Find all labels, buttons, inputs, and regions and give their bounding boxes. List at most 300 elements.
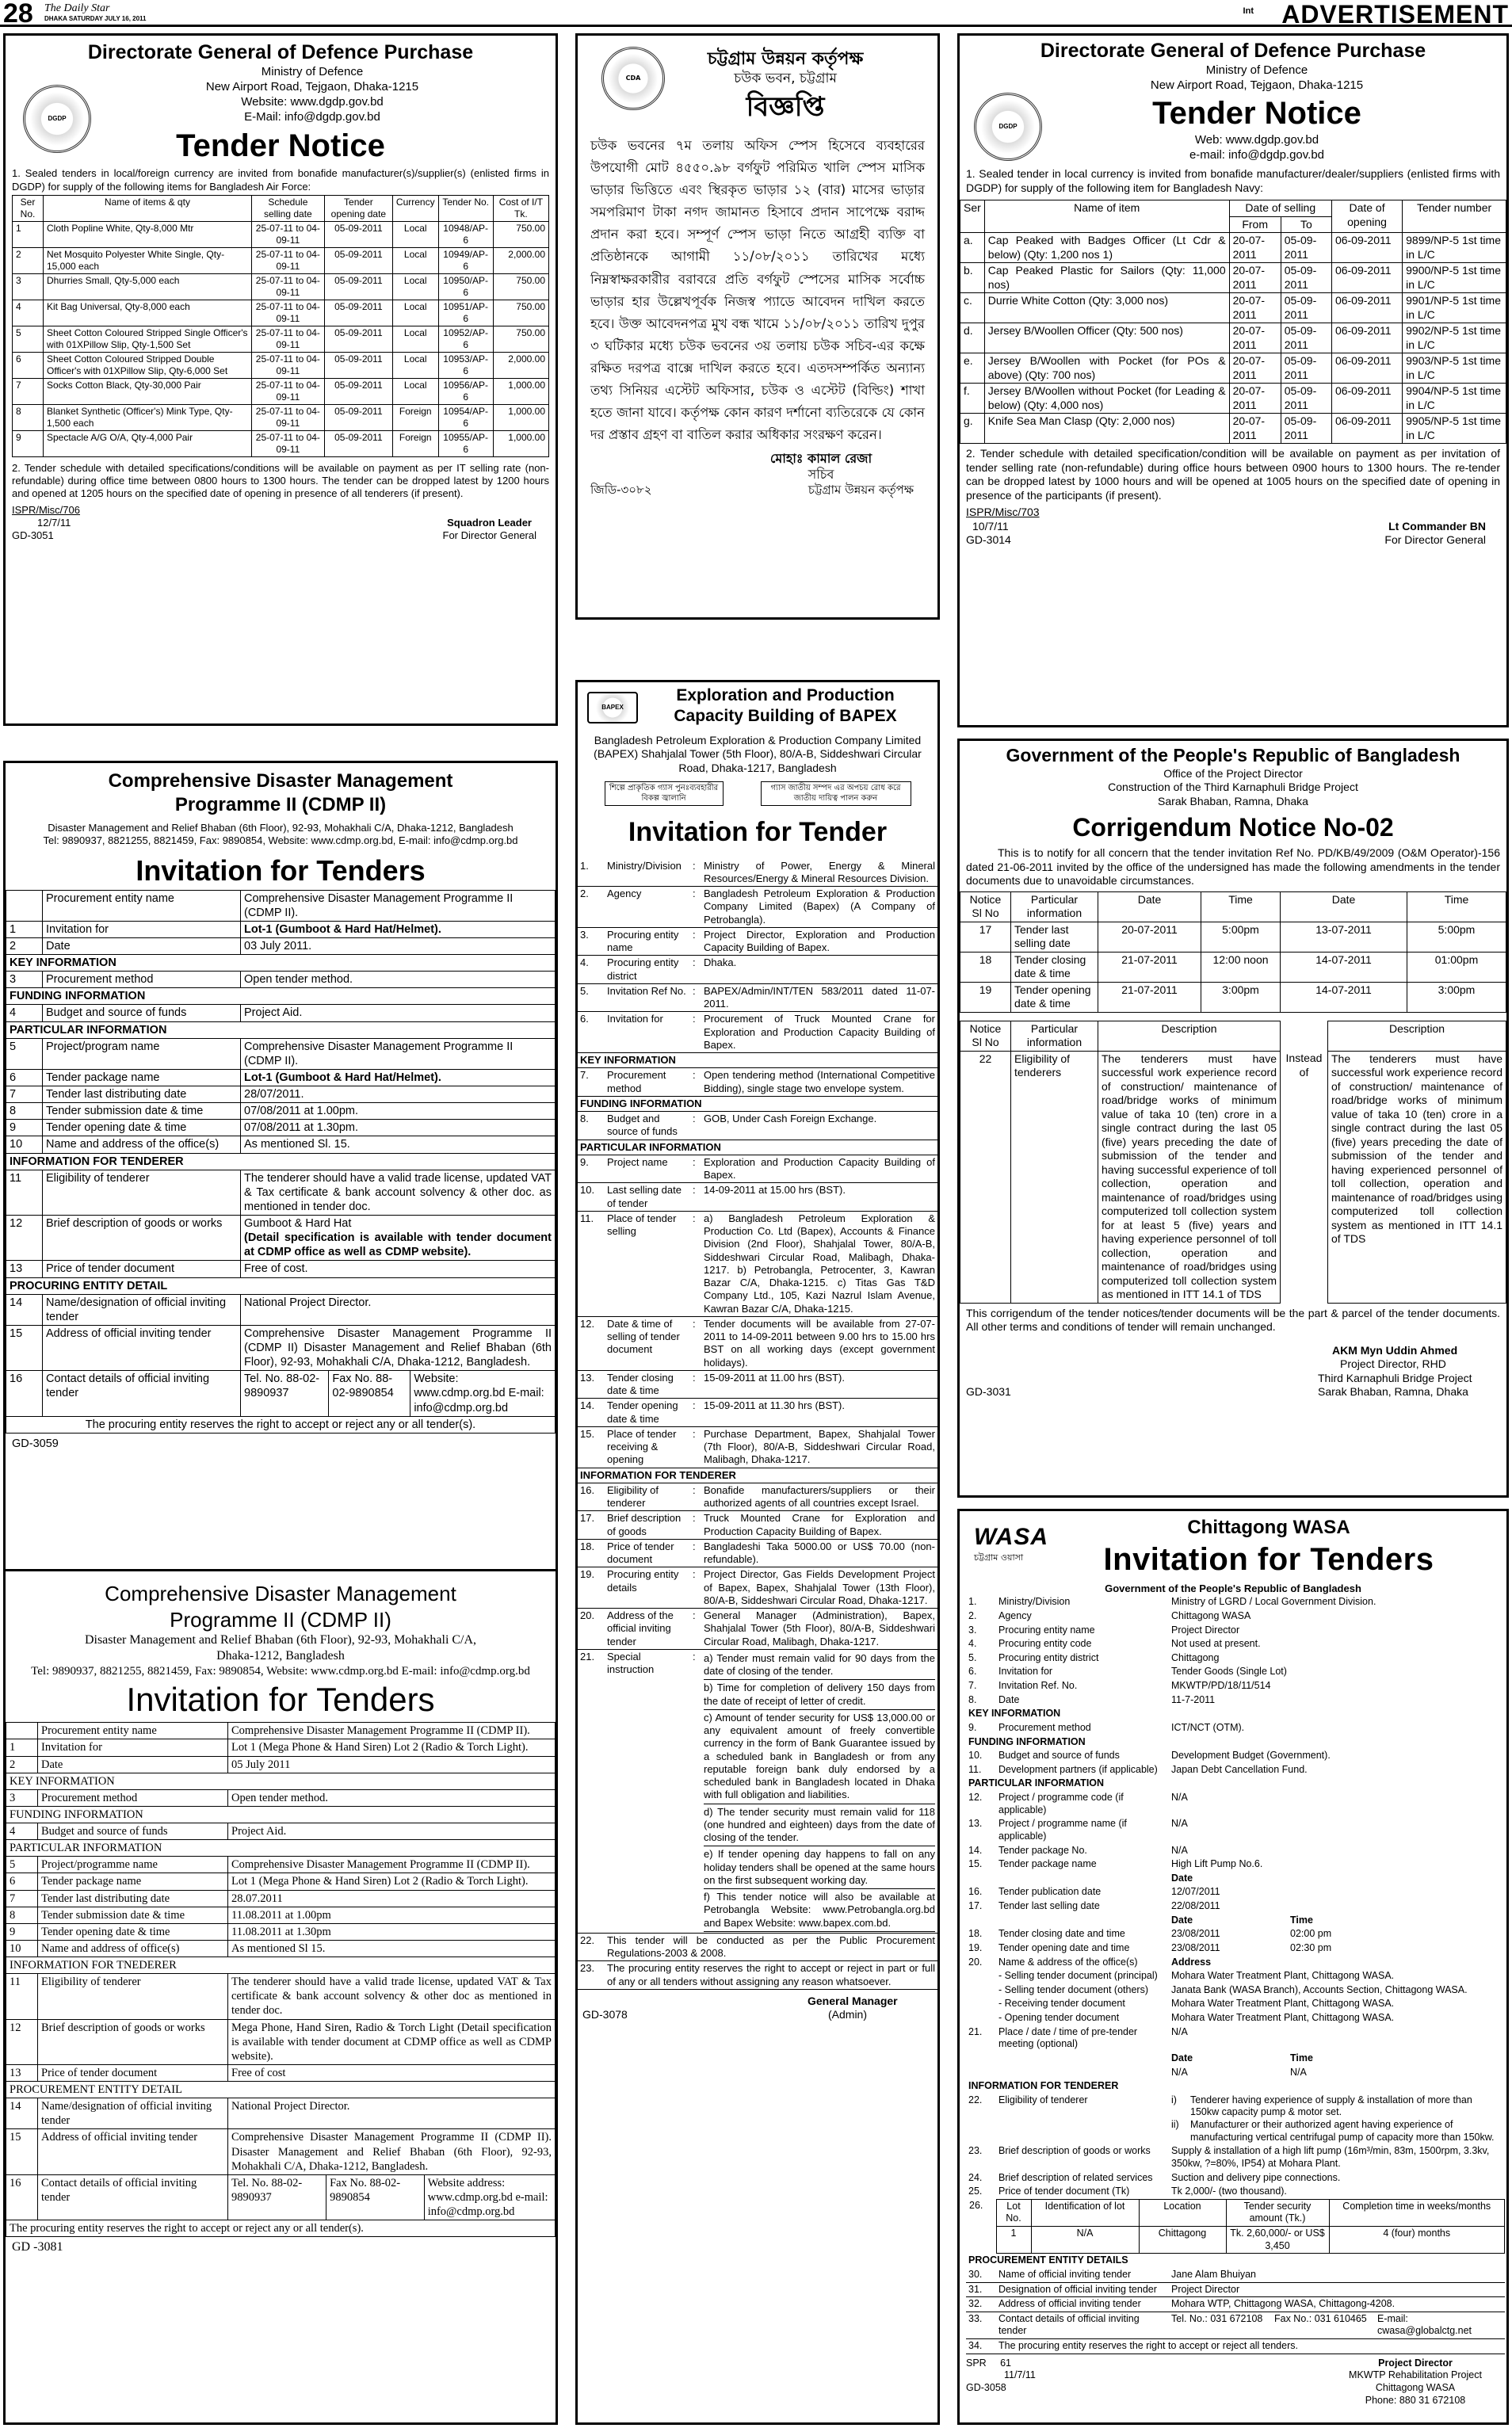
- table-row: [578, 927, 937, 956]
- table-cell: 1: [996, 2227, 1031, 2254]
- table-cell: 20-07-2011: [1229, 263, 1281, 293]
- row-value: 28.07.2011: [228, 1890, 556, 1907]
- dgdp-logo-icon: DGDP: [974, 93, 1042, 161]
- col-header: Notice Sl No: [960, 891, 1011, 922]
- table-row: [966, 1927, 1505, 1941]
- table-cell: 06-09-2011: [1331, 293, 1402, 323]
- col-header: Date of selling: [1229, 200, 1331, 217]
- instruction-item: e) If tender opening day happens to fall on any holiday tenders shall be opened at the same hours on the first subsequent working day.: [704, 1846, 935, 1889]
- row-colon: :: [693, 1568, 696, 1581]
- table-cell: Net Mosquito Polyester White Single, Qty-15,000 each: [44, 247, 252, 273]
- row-label: Procuring entity details: [607, 1568, 679, 1594]
- row-label: Eligibility of tenderer: [43, 1170, 241, 1215]
- table-row: [13, 273, 549, 300]
- row-label: Place of tender selling: [607, 1212, 677, 1237]
- table-row: [960, 922, 1506, 952]
- ad-signatory: মোহাঃ কামাল রেজা: [769, 450, 872, 466]
- ad-code: GD-3031: [966, 1385, 1011, 1399]
- table-row: [966, 1791, 1505, 1817]
- row-label: Invitation Ref No.: [607, 984, 686, 997]
- table-cell: 20-07-2011: [1229, 414, 1281, 444]
- table-row: [578, 1483, 937, 1511]
- row-label: Tender closing date & time: [607, 1371, 674, 1396]
- col-header: Time: [1201, 891, 1281, 922]
- table-cell: 25-07-11 to 04-09-11: [251, 247, 324, 273]
- row-value: Lot 1 (Mega Phone & Hand Siren) Lot 2 (Radio & Torch Light).: [228, 1873, 556, 1890]
- col-header: Ser No.: [13, 195, 44, 221]
- bapex-logo-icon: BAPEX: [587, 692, 638, 723]
- row-value: Development Budget (Government).: [1171, 1750, 1331, 1762]
- ad-code: জিডি-৩০৮২: [590, 482, 652, 497]
- ad-subtitle: চউক ভবন, চট্টগ্রাম: [734, 70, 837, 86]
- row-number: 22.: [968, 2094, 983, 2105]
- ad-code: GD -3081: [12, 2240, 63, 2254]
- table-cell: 10951/AP-6: [438, 300, 493, 326]
- table-row: [966, 1941, 1505, 1956]
- ad-title: Directorate General of Defence Purchase: [1040, 40, 1426, 62]
- row-label: Price of tender document: [607, 1540, 674, 1565]
- section-header: PARTICULAR INFORMATION: [6, 1021, 556, 1038]
- table-row: [966, 1595, 1505, 1609]
- row-label: Tender opening date & time: [43, 1120, 241, 1136]
- row-value: Bangladeshi Taka 5000.00 or US$ 70.00 (non-refundable).: [704, 1540, 935, 1565]
- row-value: Project Director: [1171, 1624, 1240, 1636]
- ad-contact: Tel: 9890937, 8821255, 8821459, Fax: 9890854, Website: www.cdmp.org.bd E-mail: info@cdmp.org.bd: [31, 1665, 530, 1678]
- contact-tel: Tel. No. 88-02-9890937: [241, 1371, 329, 1415]
- col-header: Currency: [392, 195, 438, 221]
- table-row: [13, 221, 549, 247]
- row-label: Procurement method: [43, 972, 241, 988]
- row-label: Eligibility of tenderer: [38, 1974, 228, 2019]
- col-header: Time: [1407, 891, 1506, 922]
- ad-title: Chittagong WASA: [1187, 1517, 1350, 1538]
- item-text: Manufacturer or their authorized agent having experience of manufacturing vertical centrifugal pump of capacity more than 150kw.: [1190, 2119, 1495, 2143]
- row-value: Free of cost.: [241, 1261, 556, 1277]
- row-value: Comprehensive Disaster Management Programme II (CDMP II).: [241, 1038, 556, 1069]
- table-cell: 01:00pm: [1407, 952, 1506, 982]
- ad-code-row: [578, 483, 937, 498]
- row-value: The tenderer should have a valid trade license, updated VAT & Tax certificate & bank account solvency & other doc. as mentioned in tender doc.: [241, 1170, 556, 1215]
- table-cell: 9903/NP-5 1st time in L/C: [1403, 353, 1506, 384]
- ad-government: Government of the People's Republic of Bangladesh: [1105, 1582, 1361, 1594]
- table-row: [966, 1763, 1505, 1777]
- row-label: Special instruction: [607, 1650, 655, 1675]
- row-value: Chittagong: [1171, 1651, 1220, 1663]
- col-header: Particular information: [1011, 891, 1098, 922]
- row-label: Last selling date of tender: [607, 1184, 682, 1209]
- ad-heading: বিজ্ঞপ্তি: [746, 90, 825, 123]
- row-value: Japan Debt Cancellation Fund.: [1171, 1763, 1308, 1775]
- row-label: Tender package No.: [998, 1844, 1087, 1856]
- table-cell: 9904/NP-5 1st time in L/C: [1403, 384, 1506, 414]
- table-cell: 750.00: [493, 273, 548, 300]
- row-number: 14.: [968, 1844, 983, 1856]
- table-cell: Local: [392, 352, 438, 378]
- eligibility-item: [1171, 2119, 1502, 2144]
- col-header: Description: [1328, 1021, 1506, 1051]
- ad-line: New Airport Road, Tejgaon, Dhaka-1215: [1150, 78, 1364, 92]
- table-row: [13, 352, 549, 378]
- table-cell: 5: [13, 326, 44, 352]
- table-row: [960, 263, 1506, 293]
- table-cell: 05-09-2011: [1281, 414, 1331, 444]
- col-header: Location: [1139, 2199, 1226, 2226]
- ad-date: 12/7/11: [37, 516, 71, 529]
- row-colon: :: [693, 1650, 696, 1663]
- ad-line: Sarak Bhaban, Ramna, Dhaka: [1158, 794, 1308, 807]
- row-number: 2.: [968, 1609, 977, 1621]
- row-value: N/A: [1171, 1818, 1188, 1830]
- table-cell: 9899/NP-5 1st time in L/C: [1403, 233, 1506, 263]
- row-label: Tender package name: [998, 1858, 1097, 1870]
- row-label: Procurement method: [998, 1721, 1091, 1733]
- ad-heading: Tender Notice: [1152, 95, 1361, 131]
- row-number: 5.: [580, 984, 589, 997]
- spr-label: SPR: [966, 2357, 987, 2369]
- table-cell: c.: [960, 293, 985, 323]
- row-number: 23.: [580, 1962, 595, 1975]
- table-cell: Tender closing date & time: [1011, 952, 1098, 982]
- table-cell: 2,000.00: [493, 247, 548, 273]
- row-value: Jane Alam Bhuiyan: [1171, 2268, 1257, 2280]
- table-row: [960, 353, 1506, 384]
- row-number: 23.: [968, 2145, 983, 2157]
- table-row: [578, 887, 937, 928]
- dgdp-logo-icon: DGDP: [23, 85, 91, 153]
- ad-heading: Invitation for Tenders: [136, 853, 426, 887]
- row-value: As mentioned Sl. 15.: [241, 1136, 556, 1153]
- row-label: Designation of official inviting tender: [998, 2283, 1157, 2295]
- row-value: Supply & installation of a high lift pump (16m³/min, 83m, 1500rpm, 3.3kv, 350kw, ?=80%, IP54) at Mohara Plant.: [1171, 2145, 1490, 2169]
- row-value: As mentioned Sl 15.: [228, 1940, 556, 1957]
- table-cell: Sheet Cotton Coloured Stripped Single Officer's with 01XPillow Slip, Qty-1,500 Set: [44, 326, 252, 352]
- table-row: [960, 233, 1506, 263]
- row-colon: :: [693, 1212, 696, 1224]
- table-cell: 25-07-11 to 04-09-11: [251, 326, 324, 352]
- table-cell: 10953/AP-6: [438, 352, 493, 378]
- row-label: Budget and source of funds: [607, 1113, 678, 1138]
- section-row: [578, 1096, 937, 1111]
- table-cell: Local: [392, 273, 438, 300]
- ad-footer-row: [578, 1990, 937, 2022]
- contact-fax: Fax No. 88-02-9890854: [329, 1371, 410, 1415]
- instruction-item: c) Amount of tender security for US$ 13,000.00 or any equivalent amount of freely convertible currency in the form of Bank Guarantee issued by a scheduled bank in Bangladesh or from any reputable foreign bank duly endorsed by a scheduled bank in Bangladesh located in Dhaka with full obligation and liabilities.: [704, 1710, 935, 1804]
- col-header: Schedule selling date: [251, 195, 324, 221]
- row-value: BAPEX/Admin/INT/TEN 583/2011 dated 11-07-2011.: [704, 984, 935, 1010]
- table-row: [578, 1511, 937, 1540]
- row-label: Price of tender document: [38, 2064, 228, 2081]
- row-number: 24.: [968, 2171, 983, 2183]
- table-cell: Blanket Synthetic (Officer's) Mink Type, Qty-1,500 each: [44, 404, 252, 430]
- ad-code: GD-3059: [12, 1437, 59, 1450]
- table-cell: 06-09-2011: [1331, 263, 1402, 293]
- table-cell: 25-07-11 to 04-09-11: [251, 430, 324, 456]
- row-value: Mohara Water Treatment Plant, Chittagong WASA.: [1171, 1970, 1395, 1982]
- row-number: 16.: [968, 1886, 983, 1898]
- table-cell: 05-09-2011: [1281, 384, 1331, 414]
- row-number: 8.: [580, 1113, 589, 1124]
- table-cell: 10956/AP-6: [438, 378, 493, 404]
- ad-ref: ISPR/Misc/703: [966, 506, 1040, 519]
- table-cell: Local: [392, 221, 438, 247]
- row-value: 28/07/2011.: [241, 1086, 556, 1103]
- table-row: [578, 1933, 937, 1961]
- table-cell: Local: [392, 300, 438, 326]
- table-cell: Tk. 2,60,000/- or US$ 3,450: [1226, 2227, 1329, 2254]
- row-label: Procuring entity district: [998, 1651, 1099, 1663]
- table-cell: Cap Peaked with Badges Officer (Lt Cdr & below) (Qty: 1,200 nos 1): [984, 233, 1229, 263]
- row-number: 4.: [580, 956, 589, 969]
- row-number: 3.: [968, 1624, 977, 1636]
- ad-dgdp-airforce: [3, 33, 558, 726]
- row-value: Suction and delivery pipe connections.: [1171, 2171, 1341, 2183]
- sub-header: [1288, 1872, 1505, 1886]
- ad-heading: Invitation for Tender: [628, 817, 888, 847]
- row-value: Mohara WTP, Chittagong WASA, Chittagong-4208.: [1171, 2298, 1396, 2310]
- row-value: N/A: [1171, 2025, 1188, 2037]
- row-value: Mega Phone, Hand Siren, Radio & Torch Light (Detail specification is available with tender document at CDMP office as well as CDMP website).: [228, 2019, 556, 2064]
- row-label: Contact details of official inviting tender: [998, 2312, 1140, 2337]
- row-value: Project Aid.: [228, 1823, 556, 1840]
- table-row: [578, 983, 937, 1012]
- row-number: 17.: [968, 1900, 983, 1911]
- table-row: [578, 1567, 937, 1609]
- ad-line: Construction of the Third Karnaphuli Bridge Project: [1108, 781, 1358, 794]
- row-value-detail: (Detail specification is available with tender document at CDMP office as well as CDMP website).: [244, 1231, 552, 1259]
- row-number: 30.: [968, 2268, 983, 2280]
- table-row: [13, 430, 549, 456]
- row-number: 19.: [968, 1941, 983, 1953]
- table-cell: 9905/NP-5 1st time in L/C: [1403, 414, 1506, 444]
- table-cell: e.: [960, 353, 985, 384]
- item-text: Tenderer having experience of supply & installation of more than 150kw capacity pump & motor set.: [1190, 2094, 1472, 2118]
- corrigendum-desc-table: [960, 1021, 1506, 1304]
- row-value: 14-09-2011 at 15.00 hrs (BST).: [704, 1184, 846, 1197]
- row-value: Tender documents will be available from 27-07-2011 to 14-09-2011 between 9.00 hrs to 15.00 hrs BST on all working days (except government holidays).: [704, 1317, 935, 1369]
- row-label: Eligibility of tenderers: [1011, 1051, 1098, 1303]
- table-cell: Jersey B/Woollen with Pocket (for POs & above) (Qty: 700 nos): [984, 353, 1229, 384]
- row-value: GOB, Under Cash Foreign Exchange.: [704, 1113, 877, 1124]
- row-value: Free of cost: [228, 2064, 556, 2081]
- section-header: PARTICULAR INFORMATION: [968, 1777, 1105, 1789]
- table-row: [966, 1665, 1505, 1679]
- instruction-item: b) Time for completion of delivery 150 days from the date of receipt of letter of credit.: [704, 1680, 935, 1710]
- row-number: 5.: [968, 1651, 977, 1663]
- row-value: Bonafide manufacturers/suppliers or their authorized agents of all countries except Israel.: [704, 1483, 935, 1509]
- table-row: [966, 2171, 1505, 2186]
- row-value: ICT/NCT (OTM).: [1171, 1721, 1245, 1733]
- row-value: N/A: [1171, 1792, 1188, 1803]
- row-label: Agency: [607, 888, 642, 899]
- table-cell: 05-09-2011: [324, 352, 392, 378]
- row-value: Chittagong WASA: [1171, 1609, 1251, 1621]
- ad-note: 2. Tender schedule with detailed specification/condition will be available on payment as per invitation of tender selling rate (non-refundable) during office hours between 0900 hours to 1300 hours. The re-tender can be dropped latest by 1000 hours and will be opened at 1005 hours on the specified date of opening in presence of the participants (if present).: [966, 447, 1500, 502]
- row-time: N/A: [1290, 2066, 1307, 2078]
- row-label: Name & address of the office(s): [998, 1956, 1138, 1968]
- section-header: PARTICULAR INFORMATION: [6, 1840, 556, 1857]
- table-cell: Sheet Cotton Coloured Stripped Double Officer's with 01XPillow Slip, Qty-6,000 Set: [44, 352, 252, 378]
- ad-date: 10/7/11: [972, 519, 1009, 533]
- table-row: [960, 384, 1506, 414]
- table-cell: Jersey B/Woollen Officer (Qty: 500 nos): [984, 323, 1229, 353]
- table-row: [578, 1539, 937, 1567]
- sub-header: Time: [1290, 2052, 1313, 2063]
- blank: [996, 2052, 1169, 2066]
- contact-web: Website: www.cdmp.org.bd E-mail: info@cdmp.org.bd: [414, 1372, 544, 1414]
- table-row: [966, 1857, 1505, 1872]
- lot-table: [966, 2199, 1505, 2254]
- ad-line: Office of the Project Director: [1163, 766, 1303, 780]
- row-label: Place of tender receiving & opening: [607, 1427, 677, 1466]
- slogans: [578, 778, 937, 809]
- table-cell: 20-07-2011: [1229, 293, 1281, 323]
- table-cell: 5:00pm: [1407, 922, 1506, 952]
- row-value: The procuring entity reserves the right to accept or reject in part or full of any or all tenders without assigning any reason whatsoever.: [607, 1962, 935, 1987]
- ad-dgdp-navy: [957, 33, 1509, 727]
- row-number: 2.: [580, 888, 589, 899]
- row-value: Procurement of Truck Mounted Crane for Exploration and Production Capacity Building of Bapex.: [704, 1013, 935, 1051]
- row-label: Tender opening date and time: [998, 1941, 1130, 1953]
- table-cell: 20-07-2011: [1229, 233, 1281, 263]
- ad-title: Programme II (CDMP II): [174, 794, 387, 815]
- row-colon: :: [693, 1317, 696, 1330]
- row-number: 15.: [968, 1858, 983, 1870]
- row-label: Tender package name: [43, 1069, 241, 1086]
- sub-header: Time: [1290, 1914, 1313, 1926]
- contact-fax: Fax No. 88-02-9890854: [326, 2175, 425, 2220]
- col-header: Date of opening: [1331, 200, 1402, 233]
- ad-cdmp-lot1: [3, 761, 558, 1582]
- row-label: - Receiving tender document: [998, 1998, 1125, 2010]
- table-cell: 25-07-11 to 04-09-11: [251, 404, 324, 430]
- ad-karnaphuli-corrigendum: [957, 739, 1509, 1498]
- row-colon: :: [693, 1069, 696, 1082]
- items-table: [12, 195, 549, 457]
- cda-logo-icon: CDA: [601, 47, 665, 110]
- contact-email: E-mail: cwasa@globalctg.net: [1377, 2312, 1472, 2337]
- ad-body: চউক ভবনের ৭ম তলায় অফিস স্পেস হিসেবে ব্যবহারের উপযোগী মোট ৪৫৫০.৯৮ বর্গফুট পরিমিত খালি স্পেস মাসিক ভাড়ার ভিত্তিতে এবং স্থিরকৃত ভাড়ার ১২ (বার) মাসের ভাড়ার সমপরিমাণ টাকা নগদ জামানত হিসাবে প্রদান সাপেক্ষে বরাদ্দ প্রদান করা হবে। সম্পূর্ণ স্পেস ভাড়া নিতে আগ্রহী ব্যক্তি বা প্রতিষ্ঠানকে আগামী ১১/০৮/২০১১ তারিখের মধ্যে নিম্নস্বাক্ষরকারীর বরাবরে প্রতি বর্গফুট স্পেসের মাসিক সর্বোচ্চ ভাড়ার হার উল্লেখপূর্বক নিজস্ব প্যাডে আবেদন দাখিল করতে হবে। উক্ত আবেদনপত্র মুখ বন্ধ খামে ১১/০৮/২০১১ তারিখ দুপুর ৩ ঘটিকার মধ্যে চউক ভবনের ৩য় তলায় চউক সচিব-এর কক্ষে রক্ষিত দরপত্র বাক্সে দাখিল করতে হবে। এতদসম্পর্কিত অন্যান্য তথ্য সিনিয়র এস্টেট অফিসার, চউক ও এস্টেট (বিল্ডিং) শাখা হতে জানা যাবে। কর্তৃপক্ষ কোন কারণ দর্শানো ব্যতিরেকে যে কোন দর প্রস্তাব গ্রহণ বা বাতিল করার অধিকার সংরক্ষণ করেন।: [590, 138, 925, 442]
- table-cell: 06-09-2011: [1331, 353, 1402, 384]
- table-cell: 05-09-2011: [324, 326, 392, 352]
- table-row: [966, 1997, 1505, 2011]
- row-number: 22.: [580, 1934, 595, 1946]
- table-row: [966, 1885, 1505, 1899]
- table-cell: 05-09-2011: [324, 378, 392, 404]
- ad-signatory-title: Project Director, RHD: [1340, 1357, 1446, 1371]
- table-row: [966, 2282, 1505, 2297]
- row-value: Gumboot & Hard Hat: [244, 1217, 352, 1230]
- row-label: Tender package name: [38, 1873, 228, 1890]
- ad-title: Comprehensive Disaster Management: [108, 770, 453, 792]
- row-label: Procurement entity name: [38, 1723, 228, 1739]
- section-row: [966, 2254, 1505, 2268]
- table-row: [578, 1649, 937, 1933]
- section-header: INFORMATION FOR TNEDERER: [6, 1957, 556, 1974]
- row-label: Brief description of goods or works: [998, 2145, 1151, 2157]
- table-cell: 21-07-2011: [1098, 982, 1201, 1012]
- ad-website: Web: www.dgdp.gov.bd: [1194, 132, 1319, 147]
- row-colon: :: [693, 928, 696, 941]
- table-cell: 20-07-2011: [1229, 384, 1281, 414]
- section-header: PROCURING ENTITY DETAIL: [6, 1277, 556, 1294]
- table-cell: 05-09-2011: [1281, 263, 1331, 293]
- section-header: KEY INFORMATION: [6, 1773, 556, 1789]
- table-cell: 7: [13, 378, 44, 404]
- table-cell: 10950/AP-6: [438, 273, 493, 300]
- row-colon: :: [693, 1184, 696, 1197]
- table-row: [578, 1012, 937, 1053]
- ad-heading: Invitation for Tenders: [1103, 1542, 1434, 1577]
- row-label: Name/designation of official inviting tender: [43, 1294, 241, 1325]
- row-label: Tender opening date & time: [607, 1399, 678, 1425]
- item-index: i): [1171, 2094, 1177, 2105]
- table-cell: 25-07-11 to 04-09-11: [251, 352, 324, 378]
- table-row: [578, 1155, 937, 1183]
- ad-organization: চট্টগ্রাম উন্নয়ন কর্তৃপক্ষ: [808, 482, 914, 497]
- table-cell: 06-09-2011: [1331, 384, 1402, 414]
- row-label: Price of tender document: [43, 1261, 241, 1277]
- table-cell: 10949/AP-6: [438, 247, 493, 273]
- tender-table: Procurement entity name Comprehensive Disaster Management Programme II (CDMP II). 1 Invitation for Lot-1 (Gumboot & Hard Hat/Helmet). 2 Date 03 July 2011. KEY INFORMATION 3 Procurement method Open tender method. FUNDING INFORMATION 4 Budget and source of funds Project Aid. PARTICULAR INFORMATION 5 Project/program name Comprehensive Disaster Management Programme II (CDMP II). 6 Tender package name Lot-1 (Gumboot & Hard Hat/Helmet). 7 Tender last distributing date 28/07/2011. 8 Tender submission date & time 07/08/2011 at 1.00pm. 9 Tender opening date & time 07/08/2011 at 1.30pm. 10 Name and address of the office(s) As mentioned Sl. 15. INFORMATION FOR TENDERER 11 Eligibility of tenderer The tenderer should have a valid trade license, updated VAT & Tax certificate & bank account solvency & other doc. as mentioned in tender doc. 12 Brief description of goods or works Gumboot & Hard Hat (Detail specification is available with tender document at CDMP office as well as CDMP website). 13 Price of tender document Free of cost. PROCURING ENTITY DETAIL 14 Name/designation of official inviting tender National Project Director. 15 Address of official inviting tender Comprehensive Disaster Management Programme II (CDMP II) Disaster Management and Relief Bhaban (6th Floor), 92-93, Mohakhali C/A, Dhaka-1212, Bangladesh. 16 Contact details of official inviting tender Tel. No. 88-02-9890937 Fax No. 88-02-9890854 Website: www.cdmp.org.bd E-mail: info@cdmp.org.bd The procuring entity reserves the right to accept or reject any or all tender(s).: [6, 890, 556, 1434]
- row-label: Project/programme name: [38, 1857, 228, 1873]
- row-label: Procuring entity code: [998, 1638, 1092, 1650]
- ad-heading: Invitation for Tenders: [126, 1680, 435, 1718]
- row-label: Budget and source of funds: [38, 1823, 228, 1840]
- row-value: Comprehensive Disaster Management Programme II (CDMP II). Disaster Management and Relief Bhaban (6th Floor), 92-93, Mohakhali C/A, Dhaka-1212, Bangladesh.: [228, 2129, 556, 2174]
- row-value: Comprehensive Disaster Management Programme II (CDMP II).: [241, 890, 556, 921]
- new-description: The tenderers must have successful work experience record of construction/ maintenance of road/bridge works of minimum value of taka 10 (ten) crore in a single contract during the last 05 (five) years preceding the date of submission of the tender and having successful experience of toll collection, operation and maintenance of road/bridges using computerized toll collection system for at least 5 (five) years and having experience personnel of toll collection, operation and maintenance of road/bridges using computerized toll collection system as mentioned in ITT 14.1 of TDS: [1098, 1051, 1281, 1303]
- table-cell: 05-09-2011: [324, 300, 392, 326]
- ad-signatory-phone: Phone: 880 31 672108: [1365, 2394, 1466, 2406]
- section-row: [578, 1140, 937, 1155]
- row-time: 02:00 pm: [1290, 1928, 1332, 1940]
- table-row: [960, 293, 1506, 323]
- row-label: Invitation for: [607, 1013, 663, 1025]
- table-cell: 3:00pm: [1201, 982, 1281, 1012]
- eligibility-item: [1171, 2094, 1502, 2119]
- row-number: 12.: [968, 1792, 983, 1803]
- row-value: 07/08/2011 at 1.00pm.: [241, 1103, 556, 1120]
- table-cell: 05-09-2011: [324, 404, 392, 430]
- table-cell: 2,000.00: [493, 352, 548, 378]
- row-value: Mohara Water Treatment Plant, Chittagong WASA.: [1171, 1998, 1395, 2010]
- table-cell: Kit Bag Universal, Qty-8,000 each: [44, 300, 252, 326]
- row-value: Comprehensive Disaster Management Programme II (CDMP II) Disaster Management and Relief Bhaban (6th Floor), 92-93, Mohakhali C/A, Dhaka-1212, Bangladesh.: [241, 1325, 556, 1370]
- section-row: [578, 1053, 937, 1068]
- row-colon: :: [693, 1113, 696, 1124]
- row-number: 11.: [580, 1212, 594, 1224]
- row-value: 15-09-2011 at 11.00 hrs (BST).: [704, 1371, 846, 1384]
- ad-code: GD-3051: [12, 529, 54, 541]
- col-header: Tender security amount (Tk.): [1226, 2199, 1329, 2226]
- table-row: [960, 414, 1506, 444]
- blank: [996, 2066, 1169, 2080]
- ad-signatory-title: For Director General: [1384, 533, 1486, 547]
- ad-signatory-project: MKWTP Rehabilitation Project: [1349, 2369, 1482, 2381]
- ad-cda: [575, 33, 940, 620]
- table-cell: Spectacle A/G O/A, Qty-4,000 Pair: [44, 430, 252, 456]
- row-label: Date: [43, 937, 241, 954]
- row-label: Project / programme name (if applicable): [998, 1818, 1127, 1842]
- row-label: Name and address of office(s): [38, 1940, 228, 1957]
- ad-footer: The procuring entity reserves the right to accept or reject any or all tender(s).: [6, 2220, 556, 2237]
- table-cell: 1,000.00: [493, 430, 548, 456]
- table-row: [966, 1721, 1505, 1735]
- table-cell: Cap Peaked Plastic for Sailors (Qty: 11,000 nos): [984, 263, 1229, 293]
- row-colon: :: [693, 1427, 696, 1440]
- table-row: [960, 952, 1506, 982]
- ad-address: Dhaka-1212, Bangladesh: [216, 1649, 345, 1663]
